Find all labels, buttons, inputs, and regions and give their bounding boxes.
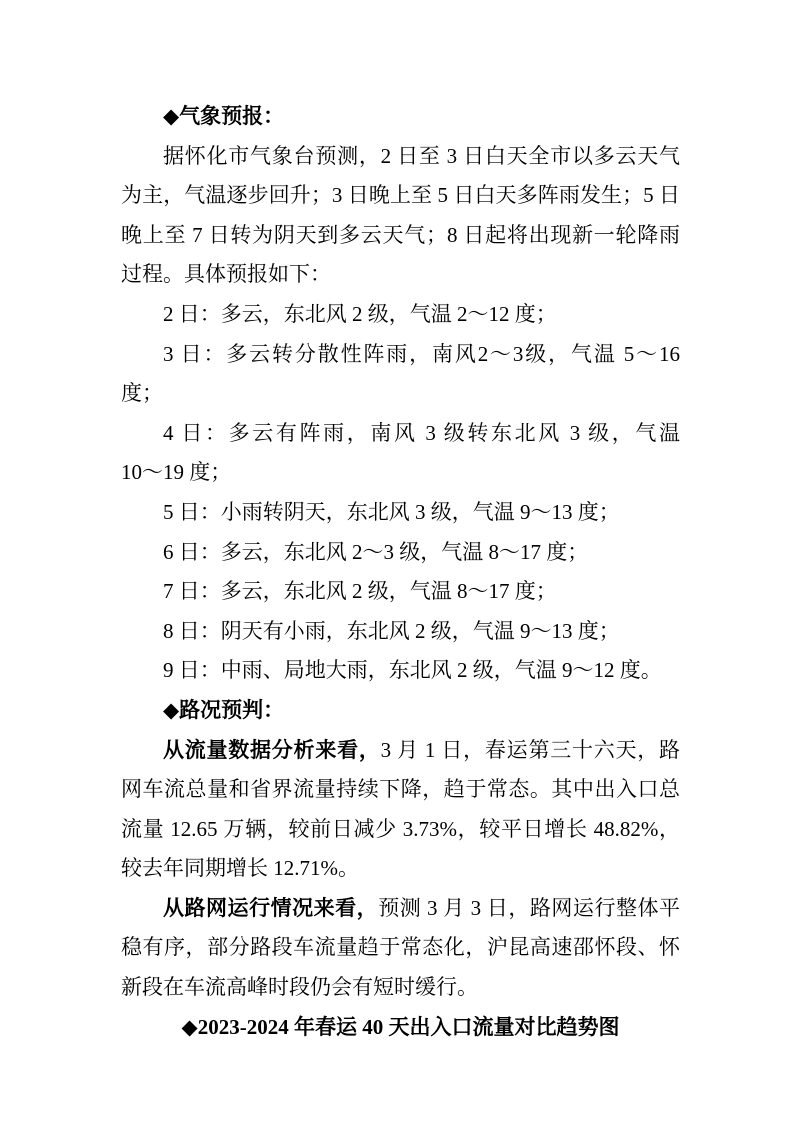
- text-run: ◆气象预报：: [163, 104, 285, 128]
- text-run: 4 日：多云有阵雨，南风 3 级转东北风 3 级，气温: [163, 420, 680, 445]
- section-heading: [121, 691, 680, 731]
- paragraph: [121, 137, 680, 295]
- text-run: 7 日：多云，东北风 2 级，气温 8～17 度；: [163, 579, 557, 604]
- document-body: [121, 97, 680, 1047]
- text-run: 据怀化市气象台预测，2 日至 3 日白天全市以多云天气为主，气温逐步回升；3 日晚上至 5 日白天多阵雨发生；5 日晚上至 7 日转为阴天到多云天气；8 日起将出现新一轮降雨过程。具体预报如下：: [121, 143, 680, 287]
- paragraph: [121, 889, 680, 1008]
- text-run: ◆2023-2024 年春运 40 天出入口流量对比趋势图: [181, 1014, 620, 1039]
- text-run: 5 日：小雨转阴天，东北风 3 级，气温 9～13 度；: [163, 499, 620, 524]
- paragraph: [121, 414, 680, 493]
- paragraph: [121, 493, 680, 533]
- text-run: ◆路况预判：: [163, 697, 285, 722]
- paragraph: [121, 651, 680, 691]
- section-heading: [121, 97, 680, 137]
- text-run: 从流量数据分析来看，: [163, 737, 381, 762]
- text-run: 8 日：阴天有小雨，东北风 2 级，气温 9～13 度；: [163, 618, 620, 643]
- paragraph: [121, 533, 680, 573]
- text-run: 9 日：中雨、局地大雨，东北风 2 级，气温 9～12 度。: [163, 658, 662, 683]
- text-run: 6 日：多云，东北风 2～3 级，气温 8～17 度；: [163, 539, 589, 564]
- text-run: 从路网运行情况来看，: [163, 895, 379, 920]
- paragraph: [121, 731, 680, 889]
- paragraph: [121, 612, 680, 652]
- paragraph: [121, 295, 680, 335]
- text-run: 3 日：多云转分散性阵雨，南风2～3级，气温 5～16 度；: [121, 341, 680, 406]
- text-run: 10～19 度；: [121, 460, 232, 485]
- chart-title-heading: [121, 1008, 680, 1048]
- paragraph: [121, 572, 680, 612]
- text-run: 2 日：多云，东北风 2 级，气温 2～12 度；: [163, 301, 557, 326]
- paragraph: [121, 335, 680, 414]
- text-run: 预测 3 月 3 日，路网运行整体平稳有序，部分路段车流量趋于常态化，沪昆高速邵怀段、怀新段在车流高峰时段仍会有短时缓行。: [121, 895, 681, 1000]
- text-run: 3 月 1 日，春运第三十六天，路网车流总量和省界流量持续下降，趋于常态。其中出入口总流量 12.65 万辆，较前日减少 3.73%，较平日增长 48.82%，较去年同期增长 12.71%。: [121, 737, 681, 881]
